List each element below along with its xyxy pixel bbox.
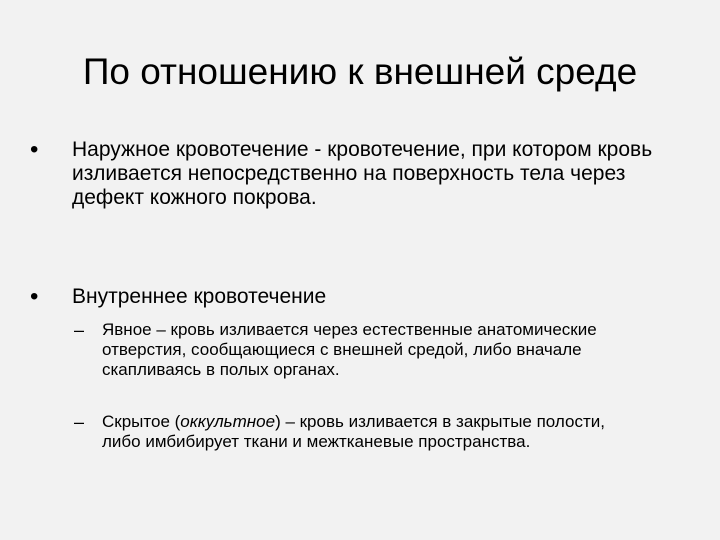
sub-bullet-text-before: Скрытое (	[102, 412, 181, 431]
bullet-text: Наружное кровотечение - кровотечение, при котором кровь изливается непосредственно на поверхность тела через дефект кожного покрова.	[72, 138, 653, 209]
sub-bullet-text	[102, 412, 642, 452]
bullet-marker: •	[30, 283, 39, 310]
sub-bullet-text-after: ) – кровь изливается в закрытые полости, либо имбибирует ткани и межтканевые пространства.	[102, 412, 605, 451]
sub-bullet-text: Явное – кровь изливается через естественные анатомические отверстия, сообщающиеся с внешней средой, либо вначале скапливаясь в полых органах.	[102, 320, 597, 379]
bullet-marker: •	[30, 136, 39, 163]
sub-bullet-text-italic: оккультное	[180, 412, 276, 431]
sub-bullet-marker: –	[74, 320, 85, 340]
slide-title: По отношению к внешней среде	[82, 51, 638, 92]
sub-bullet-marker: –	[74, 412, 85, 432]
bullet-text: Внутреннее кровотечение	[72, 285, 327, 308]
